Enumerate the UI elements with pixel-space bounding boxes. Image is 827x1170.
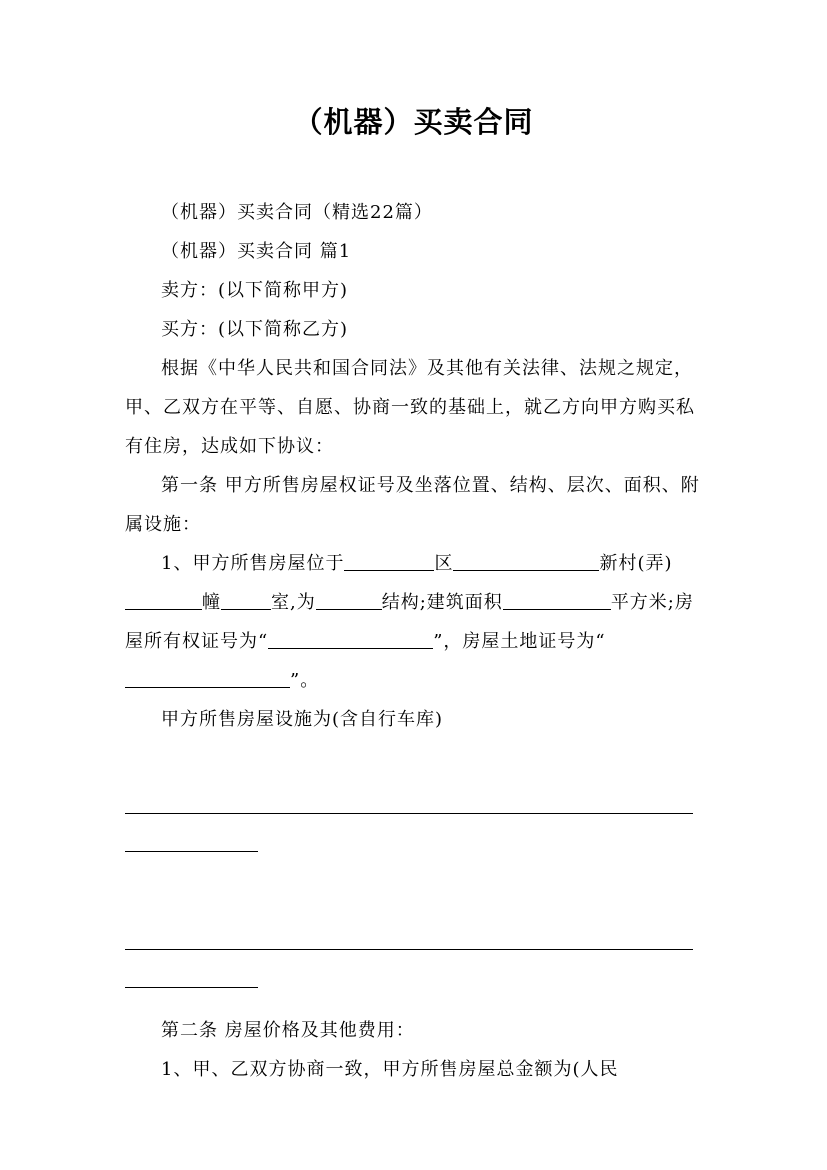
blank-line[interactable] — [125, 813, 693, 814]
blank-land-certificate[interactable] — [125, 663, 290, 688]
paragraph-preamble: 根据《中华人民共和国合同法》及其他有关法律、法规之规定，甲、乙双方在平等、自愿、协商一致的基础上，就乙方向甲方购买私有住房，达成如下协议： — [125, 358, 695, 457]
blank-village[interactable] — [453, 546, 599, 571]
blank-line-block-1 — [125, 739, 710, 875]
text-segment: 区 — [434, 553, 454, 574]
blank-structure[interactable] — [316, 585, 382, 610]
paragraph-price: 1、甲、乙双方协商一致，甲方所售房屋总金额为(人民 — [161, 1059, 619, 1080]
blank-line[interactable] — [125, 949, 693, 950]
document-body — [125, 193, 710, 1089]
paragraph-clause-two: 第二条 房屋价格及其他费用： — [161, 1020, 415, 1041]
blank-ownership-certificate[interactable] — [268, 624, 433, 649]
text-segment: 1、甲方所售房屋位于 — [161, 553, 345, 574]
text-segment: 结构;建筑面积 — [381, 592, 503, 613]
blank-line[interactable] — [125, 851, 258, 852]
document-title: （机器）买卖合同 — [293, 105, 534, 139]
text-segment: 室,为 — [271, 592, 316, 613]
text-segment: ”，房屋土地证号为“ — [433, 631, 606, 652]
paragraph-subtitle: （机器）买卖合同（精选22篇） — [161, 202, 433, 223]
text-segment: 新村(弄) — [599, 553, 673, 574]
paragraph-facilities: 甲方所售房屋设施为(含自行车库) — [161, 709, 444, 730]
paragraph-clause-one: 第一条 甲方所售房屋权证号及坐落位置、结构、层次、面积、附属设施： — [125, 475, 700, 535]
blank-room[interactable] — [221, 585, 271, 610]
blank-district[interactable] — [344, 546, 434, 571]
paragraph-buyer: 买方：(以下简称乙方) — [161, 319, 349, 340]
text-segment: 幢 — [202, 592, 221, 613]
paragraph-article-heading: （机器）买卖合同 篇1 — [161, 241, 352, 262]
paragraph-seller: 卖方：(以下简称甲方) — [161, 280, 349, 301]
paragraph-house-details — [125, 544, 710, 700]
blank-area[interactable] — [503, 585, 611, 610]
blank-line-block-2 — [125, 875, 710, 1011]
blank-building[interactable] — [125, 585, 202, 610]
text-segment: 平方米;房屋所有权证号为“ — [125, 592, 694, 652]
text-segment: ”。 — [290, 670, 320, 691]
blank-line[interactable] — [125, 987, 258, 988]
